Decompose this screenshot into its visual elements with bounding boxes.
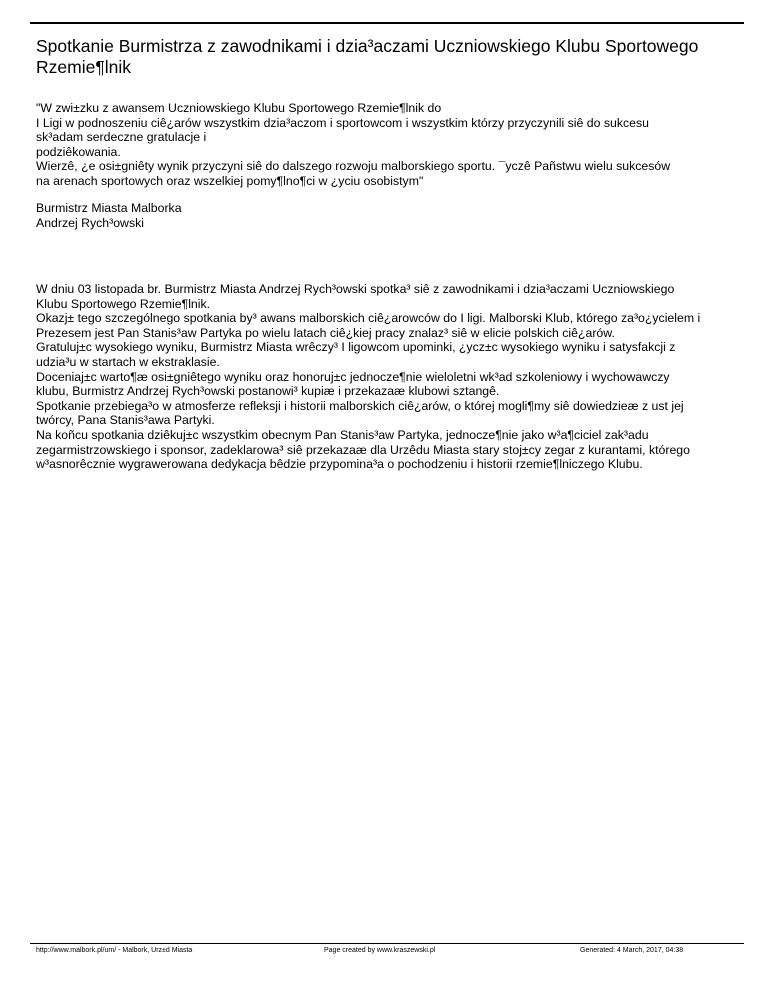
quote-line: na arenach sportowych oraz wszelkiej pomy¶lno¶ci w ¿yciu osobistym" — [36, 173, 424, 188]
top-rule — [30, 22, 744, 24]
page-title: Spotkanie Burmistrza z zawodnikami i dzia³aczami Uczniowskiego Klubu Sportowego Rzemie¶lnik — [36, 36, 699, 77]
article-line: Gratuluj±c wysokiego wyniku, Burmistrz Miasta wrêczy³ I ligowcom upominki, ¿ycz±c wysokiego wyniku i satysfakcji z — [36, 340, 676, 355]
article-line: Okazj± tego szczególnego spotkania by³ awans malborskich ciê¿arowców do I ligi. Malborski Klub, którego za³o¿ycielem i — [36, 311, 701, 326]
footer-source-link: http://www.malbork.pl/um/ - Malbork, Urz±d Miasta — [36, 947, 193, 954]
signature-role: Burmistrz Miasta Malborka — [36, 201, 182, 215]
footer-rule — [30, 943, 744, 944]
article-line: W dniu 03 listopada br. Burmistrz Miasta Andrzej Rych³owski spotka³ siê z zawodnikami i dzia³aczami Uczniowskiego — [36, 282, 675, 296]
article-line: Spotkanie przebiega³o w atmosferze refleksji i historii malborskich ciê¿arów, o której mogli¶my siê dowiedzieæ z ust jej — [36, 398, 684, 413]
article-line: w³asnorêcznie wygrawerowana dedykacja bêdzie przypomina³a o pochodzeniu i historii rzemie¶lniczego Klubu. — [36, 457, 643, 472]
article-line: Klubu Sportowego Rzemie¶lnik. — [36, 296, 211, 311]
quote-line: sk³adam serdeczne gratulacje i — [36, 130, 207, 145]
quote-line: "W zwi±zku z awansem Uczniowskiego Klubu Sportowego Rzemie¶lnik do — [36, 101, 442, 115]
quote-block — [36, 101, 746, 189]
article-line: Doceniaj±c warto¶æ osi±gniêtego wyniku oraz honoruj±c jednocze¶nie wieloletni wk³ad szkoleniowy i wychowawczy — [36, 369, 670, 384]
quote-line: podziêkowania. — [36, 144, 121, 159]
article-line: Prezesem jest Pan Stanis³aw Partyka po wielu latach ciê¿kiej pracy znalaz³ siê w elicie polskich ciê¿arów. — [36, 325, 615, 340]
footer-generated-date: Generated: 4 March, 2017, 04:38 — [580, 947, 684, 954]
signature-block — [36, 201, 746, 230]
article-body — [36, 282, 746, 472]
signature-name: Andrzej Rych³owski — [36, 215, 144, 230]
article-line: twórcy, Pana Stanis³awa Partyki. — [36, 413, 215, 428]
quote-line: Wierzê, ¿e osi±gniêty wynik przyczyni siê do dalszego rozwoju malborskiego sportu. ¯yczê Pañstwu wielu sukcesów — [36, 159, 671, 174]
article-line: Na koñcu spotkania dziêkuj±c wszystkim obecnym Pan Stanis³aw Partyka, jednocze¶nie jako w³a¶ciciel zak³adu — [36, 427, 649, 442]
footer-credit: Page created by www.kraszewski.pl — [324, 947, 436, 954]
article-line: zegarmistrzowskiego i sponsor, zadeklarowa³ siê przekazaæ dla Urzêdu Miasta stary stoj±cy zegar z kurantami, którego — [36, 442, 690, 457]
quote-line: I Ligi w podnoszeniu ciê¿arów wszystkim dzia³aczom i sportowcom i wszystkim którzy przyczynili siê do sukcesu — [36, 115, 649, 130]
article-line: udzia³u w startach w ekstraklasie. — [36, 354, 220, 369]
article-line: klubu, Burmistrz Andrzej Rych³owski postanowi³ kupiæ i przekazaæ klubowi sztangê. — [36, 384, 500, 399]
